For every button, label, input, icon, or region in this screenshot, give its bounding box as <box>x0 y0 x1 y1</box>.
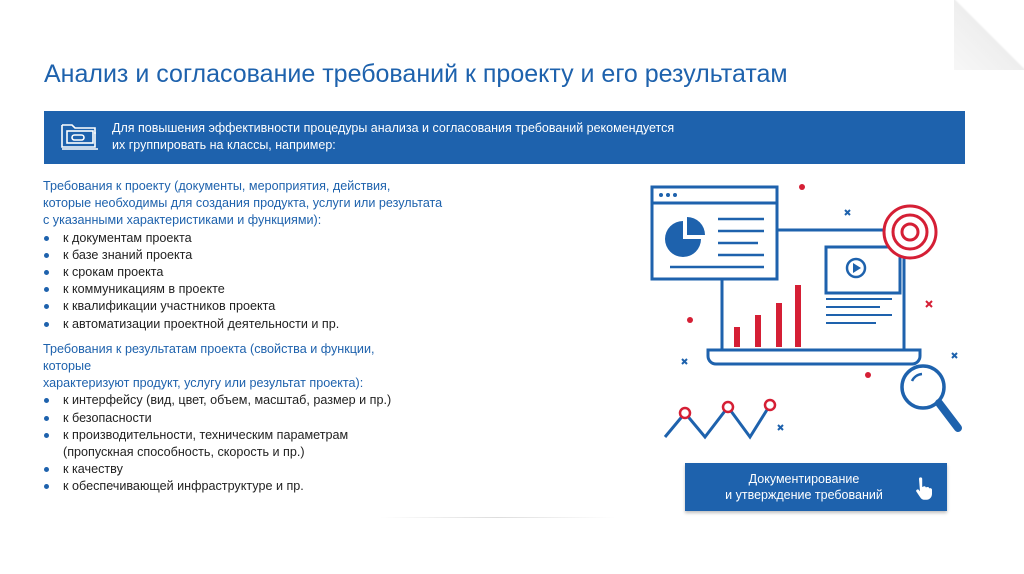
cta-label <box>699 471 909 503</box>
list-item <box>43 461 563 478</box>
requirements-content <box>43 178 563 496</box>
requirements-illustration <box>640 175 980 455</box>
project-requirements-list <box>43 230 563 333</box>
page-corner-fold <box>954 0 1024 70</box>
line-graph-icon <box>665 400 775 437</box>
hand-pointer-icon <box>913 477 933 501</box>
list-item <box>43 410 563 427</box>
heading-line: с указанными характеристиками и функциями): <box>43 213 322 228</box>
list-item: к коммуникациям в проекте <box>43 281 563 298</box>
result-requirements-heading <box>43 341 563 393</box>
cta-label-line: и утверждение требований <box>725 488 883 502</box>
heading-line: Требования к результатам проекта (свойства и функции, <box>43 341 375 356</box>
banner-line: Для повышения эффективности процедуры анализа и согласования требований рекомендуется <box>112 121 675 135</box>
list-item-text: (пропускная способность, скорость и пр.) <box>63 445 305 460</box>
list-item-text: к безопасности <box>63 410 152 425</box>
info-banner <box>44 111 965 164</box>
heading-line: которые необходимы для создания продукта, услуги или результата <box>43 196 443 211</box>
documentation-approval-button[interactable] <box>685 463 947 511</box>
page-title: Анализ и согласование требований к проекту и его результатам <box>44 60 788 88</box>
list-item: к базе знаний проекта <box>43 247 563 264</box>
heading-line: характеризуют продукт, услугу или результат проекта): <box>43 376 364 391</box>
divider <box>380 517 615 518</box>
list-item-text: к обеспечивающей инфраструктуре и пр. <box>63 479 304 494</box>
list-item: к документам проекта <box>43 230 563 247</box>
list-item-text: к производительности, техническим параметрам <box>63 427 349 442</box>
list-item <box>43 427 563 461</box>
list-item <box>43 478 563 495</box>
list-item-text: к качеству <box>63 462 123 477</box>
cta-label-line: Документирование <box>748 472 860 486</box>
list-item-text: к интерфейсу (вид, цвет, объем, масштаб, размер и пр.) <box>63 393 392 408</box>
heading-line: которые <box>43 359 92 374</box>
magnifier-icon <box>902 366 958 428</box>
heading-line: Требования к проекту (документы, мероприятия, действия, <box>43 179 391 193</box>
list-item: к квалификации участников проекта <box>43 298 563 315</box>
list-item: к автоматизации проектной деятельности и пр. <box>43 316 563 333</box>
target-icon <box>884 206 936 258</box>
project-requirements-heading <box>43 178 563 230</box>
result-requirements-list <box>43 392 563 495</box>
list-item <box>43 392 563 409</box>
folder-icon <box>58 119 100 155</box>
banner-text <box>112 120 952 154</box>
banner-line: их группировать на классы, например: <box>112 138 336 152</box>
list-item: к срокам проекта <box>43 264 563 281</box>
